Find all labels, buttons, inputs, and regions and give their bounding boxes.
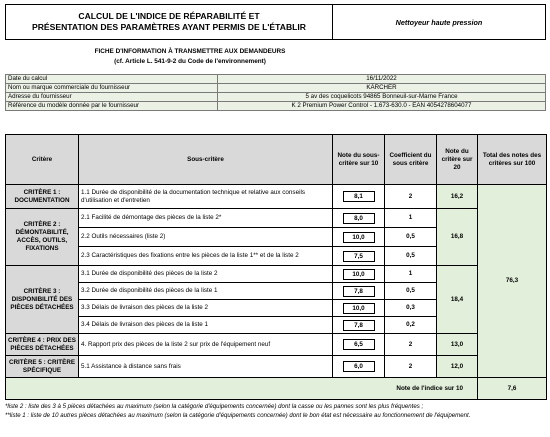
note10-cell [333, 228, 385, 247]
info-row [6, 102, 546, 111]
coef-value: 2 [385, 185, 437, 209]
title-line-2: PRÉSENTATION DES PARAMÈTRES AYANT PERMIS DE L'ÉTABLIR [31, 22, 307, 32]
coef-value: 1 [385, 209, 437, 228]
final-score-row [6, 378, 547, 400]
document-title [5, 4, 333, 40]
coef-value: 0,3 [385, 300, 437, 317]
note20-value: 16,8 [437, 209, 478, 266]
sub-criterion: 3.3 Délais de livraison des pièces de la liste 2 [79, 300, 333, 317]
header-sous-critere: Sous-critère [79, 135, 333, 185]
sub-criterion: 4. Rapport prix des pièces de la liste 2 sur prix de l'équipement neuf [79, 334, 333, 356]
coef-value: 0,2 [385, 317, 437, 334]
criterion-name: CRITÈRE 3 : DISPONIBILITÉ DES PIÈCES DÉTACHÉES [6, 266, 79, 334]
info-row [6, 93, 546, 102]
sub-criterion: 3.4 Délais de livraison des pièces de la liste 1 [79, 317, 333, 334]
sub-criterion: 3.1 Durée de disponibilité des pièces de la liste 2 [79, 266, 333, 283]
header-critere: Critère [6, 135, 79, 185]
header-note10: Note du sous-critère sur 10 [333, 135, 385, 185]
fiche-line-1: FICHE D'INFORMATION À TRANSMETTRE AUX DEMANDEURS [94, 48, 286, 55]
note20-value: 13,0 [437, 334, 478, 356]
fiche-heading [60, 47, 320, 67]
header-note20: Note du critère sur 20 [437, 135, 478, 185]
info-value: KÄRCHER [218, 84, 546, 93]
note20-value: 12,0 [437, 356, 478, 378]
product-type: Nettoyeur haute pression [333, 4, 546, 40]
note10-value: 6,5 [343, 339, 375, 350]
criterion-name: CRITÈRE 5 : CRITÈRE SPÉCIFIQUE [6, 356, 79, 378]
criterion-name: CRITÈRE 1 : DOCUMENTATION [6, 185, 79, 209]
final-score-label: Note de l'indice sur 10 [6, 378, 478, 400]
info-value: 16/11/2022 [218, 75, 546, 84]
note10-cell [333, 334, 385, 356]
criterion-name: CRITÈRE 4 : PRIX DES PIÈCES DÉTACHÉES [6, 334, 79, 356]
info-label: Référence du modèle donnée par le fournisseur [6, 102, 218, 111]
note10-cell [333, 356, 385, 378]
sub-criterion: 2.2 Outils nécessaires (liste 2) [79, 228, 333, 247]
supplier-info-table [5, 74, 546, 111]
info-row [6, 84, 546, 93]
note10-cell [333, 300, 385, 317]
note10-cell [333, 247, 385, 266]
note10-cell [333, 209, 385, 228]
repairability-table [5, 134, 547, 400]
info-label: Date du calcul [6, 75, 218, 84]
note20-value: 16,2 [437, 185, 478, 209]
coef-value: 2 [385, 334, 437, 356]
header-coef: Coefficient du sous critère [385, 135, 437, 185]
note10-value: 10,0 [343, 303, 375, 314]
table-row [6, 334, 547, 356]
note10-cell [333, 185, 385, 209]
table-row [6, 209, 547, 228]
note10-value: 7,5 [343, 251, 375, 262]
coef-value: 0,5 [385, 247, 437, 266]
note10-cell [333, 283, 385, 300]
footnote-liste-2: *liste 2 : liste des 3 à 5 pièces détachées au maximum (selon la catégorie d'équipements concernée) dont la casse ou les pannes sont les plus fréquentes ; [5, 403, 424, 410]
note10-cell [333, 266, 385, 283]
coef-value: 2 [385, 356, 437, 378]
info-row [6, 75, 546, 84]
final-score-value: 7,6 [478, 378, 547, 400]
coef-value: 1 [385, 266, 437, 283]
table-row [6, 185, 547, 209]
sub-criterion: 5.1 Assistance à distance sans frais [79, 356, 333, 378]
note10-value: 7,8 [343, 286, 375, 297]
header-total: Total des notes des critères sur 100 [478, 135, 547, 185]
sub-criterion: 2.1 Facilité de démontage des pièces de la liste 2* [79, 209, 333, 228]
coef-value: 0,5 [385, 283, 437, 300]
note10-value: 7,8 [343, 320, 375, 331]
coef-value: 0,5 [385, 228, 437, 247]
footnotes [5, 402, 546, 420]
info-label: Adresse du fournisseur [6, 93, 218, 102]
note10-value: 8,1 [343, 191, 375, 202]
table-row [6, 356, 547, 378]
note10-value: 10,0 [343, 269, 375, 280]
criterion-name: CRITÈRE 2 : DÉMONTABILITÉ, ACCÈS, OUTILS, FIXATIONS [6, 209, 79, 266]
note10-value: 10,0 [343, 232, 375, 243]
note20-value: 18,4 [437, 266, 478, 334]
sub-criterion: 3.2 Durée de disponibilité des pièces de la liste 1 [79, 283, 333, 300]
table-header-row [6, 135, 547, 185]
note10-value: 8,0 [343, 213, 375, 224]
info-value: K 2 Premium Power Control - 1.673-630.0 - EAN 4054278604077 [218, 102, 546, 111]
info-label: Nom ou marque commerciale du fournisseur [6, 84, 218, 93]
total100-value: 76,3 [478, 185, 547, 378]
title-line-1: CALCUL DE L'INDICE DE RÉPARABILITÉ ET [78, 11, 260, 21]
fiche-line-2: (cf. Article L. 541-9-2 du Code de l'environnement) [114, 58, 266, 65]
note10-cell [333, 317, 385, 334]
table-row [6, 266, 547, 283]
sub-criterion: 2.3 Caractéristiques des fixations entre les pièces de la liste 1** et de la liste 2 [79, 247, 333, 266]
note10-value: 6,0 [343, 361, 375, 372]
footnote-liste-1: **liste 1 : liste de 10 autres pièces détachées au maximum (selon la catégorie d'équipements concernée) dont le bon état est nécessaire au fonctionnement de l'équipement. [5, 412, 471, 419]
sub-criterion: 1.1 Durée de disponibilité de la documentation technique et relative aux conseils d'utilisation et d'entretien [79, 185, 333, 209]
info-value: 5 av des coquelicots 94865 Bonneuil-sur-Marne France [218, 93, 546, 102]
